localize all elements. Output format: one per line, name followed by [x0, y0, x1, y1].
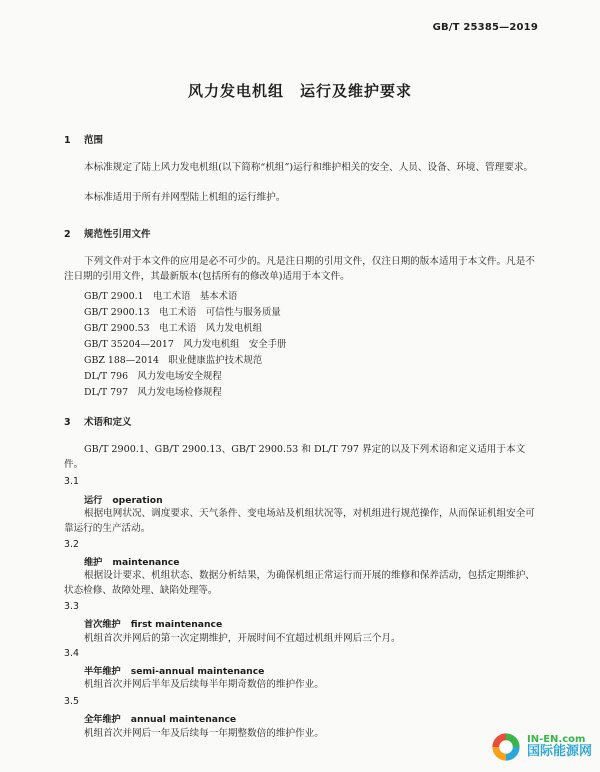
- term-chinese: 维护: [84, 557, 103, 568]
- reference-item: DL/T 796 风力发电场安全规程: [84, 371, 222, 382]
- section-2-heading: [64, 226, 151, 240]
- term-english: operation: [112, 495, 163, 506]
- term-english: maintenance: [112, 557, 180, 568]
- term-chinese: 首次维护: [84, 619, 121, 630]
- reference-item: GB/T 2900.1 电工术语 基本术语: [84, 291, 238, 302]
- term-english: annual maintenance: [130, 714, 237, 725]
- watermark: [489, 730, 592, 764]
- clause-number: 3.4: [64, 648, 79, 659]
- term-chinese: 半年维护: [84, 666, 121, 677]
- watermark-en: IN-EN.com: [526, 733, 586, 745]
- reference-item: GB/T 2900.53 电工术语 风力发电机组: [84, 323, 263, 334]
- watermark-text: [527, 735, 592, 759]
- term-english: semi-annual maintenance: [130, 666, 265, 677]
- term-heading: [84, 492, 163, 506]
- reference-item: GB/T 35204—2017 风力发电机组 安全手册: [84, 339, 287, 350]
- clause-number: 3.1: [64, 476, 79, 487]
- term-definition: 根据设计要求、机组状态、数据分析结果，为确保机组正常运行而开展的维修和保养活动，包括定期维护、状态检修、故障处理、缺陷处理等。: [64, 570, 535, 596]
- document-title: 风力发电机组 运行及维护要求: [187, 82, 412, 100]
- section-1-paragraph-2: 本标准适用于所有并网型陆上机组的运行维护。: [84, 192, 286, 203]
- section-title: 术语和定义: [84, 417, 132, 428]
- term-definition: 机组首次并网后半年及后续每半年期奇数倍的维护作业。: [84, 679, 324, 690]
- term-definition: 机组首次并网后的第一次定期维护，开展时间不宜超过机组并网后三个月。: [84, 633, 401, 644]
- section-number: 2: [64, 229, 71, 240]
- clause-number: 3.3: [64, 601, 79, 612]
- section-title: 规范性引用文件: [84, 229, 151, 240]
- section-title: 范围: [84, 135, 104, 146]
- section-2-paragraph-1: 下列文件对于本文件的应用是必不可少的。凡是注日期的引用文件，仅注日期的版本适用于本文件。凡是不注日期的引用文件，其最新版本(包括所有的修改单)适用于本文件。: [64, 256, 535, 282]
- term-heading: [84, 616, 222, 630]
- term-heading: [84, 554, 179, 568]
- reference-item: DL/T 797 风力发电场检修规程: [84, 387, 222, 398]
- section-3-heading: [64, 414, 132, 428]
- section-1-paragraph-1: 本标准规定了陆上风力发电机组(以下简称“机组”)运行和维护相关的安全、人员、设备、环境、管理要求。: [84, 162, 534, 173]
- term-heading: [84, 663, 264, 677]
- term-definition: 根据电网状况、调度要求、天气条件、变电场站及机组状况等，对机组进行规范操作，从而保证机组安全可靠运行的生产活动。: [64, 508, 535, 534]
- term-chinese: 运行: [84, 495, 103, 506]
- term-chinese: 全年维护: [84, 714, 121, 725]
- watermark-cn: 国际能源网: [526, 744, 592, 760]
- section-number: 3: [64, 417, 71, 428]
- reference-item: GBZ 188—2014 职业健康监护技术规范: [84, 355, 263, 366]
- section-3-paragraph-1: GB/T 2900.1、GB/T 2900.13、GB/T 2900.53 和 DL/T 797 界定的以及下列术语和定义适用于本文件。: [64, 444, 526, 470]
- clause-number: 3.5: [64, 696, 79, 707]
- reference-item: GB/T 2900.13 电工术语 可信性与服务质量: [84, 307, 281, 318]
- watermark-logo-icon: [489, 730, 523, 764]
- clause-number: 3.2: [64, 539, 79, 550]
- term-english: first maintenance: [130, 619, 223, 630]
- section-number: 1: [64, 135, 71, 146]
- standard-code: GB/T 25385—2019: [432, 22, 538, 33]
- term-definition: 机组首次并网后一年及后续每一年期整数倍的维护作业。: [84, 728, 324, 739]
- section-1-heading: [64, 132, 103, 146]
- term-heading: [84, 711, 236, 725]
